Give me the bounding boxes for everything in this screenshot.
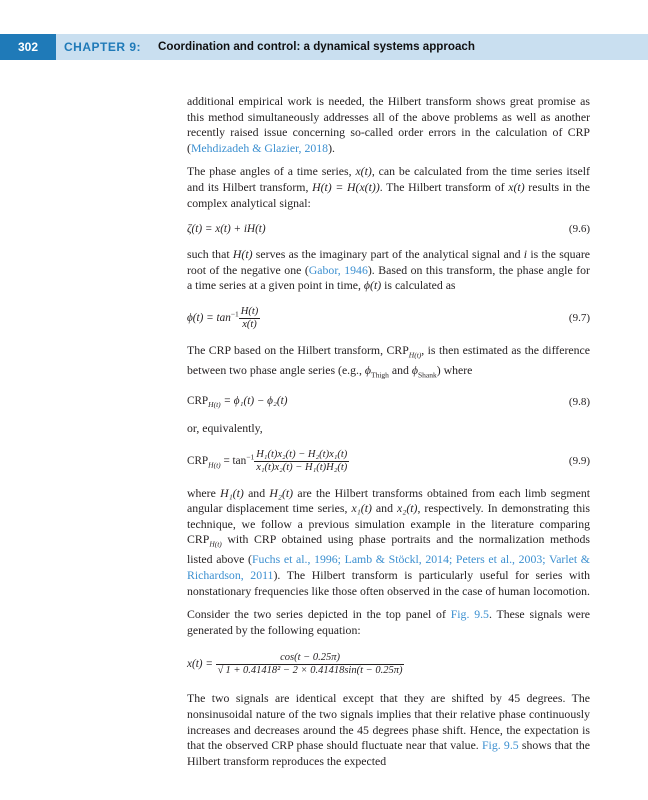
paragraph-2: The phase angles of a time series, x(t), can be calculated from the time series itself and its Hilbert transform, H(t) = H(x(t)). The Hilbert transform of x(t) results in the complex analytical signal: <box>187 164 590 210</box>
paragraph-4: The CRP based on the Hilbert transform, $CRP_{H(t)}$, is then estimated as the difference between two phase angle series (e.g., $\phi_{Thigh}$ and $\phi_{Shank}$) where <box>187 342 590 380</box>
figure-link[interactable]: Fig. 9.5 <box>482 738 519 753</box>
paragraph-6: where H₁(t) and H₂(t) are the Hilbert transforms obtained from each limb segment angular displacement time series, x₁(t) and x₂(t), respectively. In demonstrating this technique, we follow a previous simulation example in the literature comparing $CRP_{H(t)}$ with CRP obtained using phase portraits and the normalization methods listed above (Fuchs et al., 1996; Lamb & Stöckl, 2014; Peters et al., 2003; Varlet & Richardson, 2011). The Hilbert transform is particularly useful for series with nonstationary frequencies like those often observed in the case of human locomotion. <box>187 485 591 598</box>
paragraph-7: Consider the two series depicted in the top panel of Fig. 9.5. These signals were generated by the following equation: <box>187 607 590 637</box>
chapter-title: Coordination and control: a dynamical systems approach <box>158 40 475 53</box>
equation-number: (9.8) <box>568 395 590 408</box>
paragraph-3: such that H(t) serves as the imaginary part of the analytical signal and i is the square root of the negative one (Gabor, 1946). Based on this transform, the phase angle for a time series at a given point in time, ϕ(t) is calculated as <box>187 247 590 293</box>
equation-number: (9.7) <box>568 312 590 325</box>
equation-9-7: $\phi(t) = \tan^{-1}$ $\frac{H(t)}{x(t)}$ (9.7) <box>187 305 590 330</box>
paragraph-8: The two signals are identical except that they are shifted by 45 degrees. The nonsinusoidal nature of the two signals implies that their relative phase continuously increases and decreases around the 45 degrees phase shift. Hence, the expectation is that the observed CRP phase should fluctuate near that value. Fig. 9.5 shows that the Hilbert transform reproduces the expected <box>187 691 590 768</box>
equation-9-9: $CRP_{H(t)} = \tan^{-1}$ $\frac{\text{H₁(t)x₂(t) − H₂(t)x₁(t)}}{\text{x₁(t)x₂(t) − H₁(t)H₂(t)}}$ (9.9) <box>187 448 590 473</box>
chapter-label: CHAPTER 9: <box>64 40 142 54</box>
equation-signal: x(t) = $\frac{\cos(t - 0.25\pi)}{\text{√ 1 + 0.41418² − 2 × 0.41418sin(t − 0.25π)}}$ <box>187 652 403 677</box>
citation-link[interactable]: Fuchs et al., 1996; Lamb & Stöckl, 2014; Peters et al., 2003; Varlet & Richardson, 2011 <box>187 552 590 582</box>
page-number: 302 <box>0 34 56 60</box>
figure-link[interactable]: Fig. 9.5 <box>450 607 489 622</box>
equation-number: (9.6) <box>568 223 590 236</box>
equation-9-8: $CRP_{H(t)} = \phi_1(t) - \phi_2(t)$ (9.8) <box>187 394 590 410</box>
paragraph-1: additional empirical work is needed, the Hilbert transform shows great promise as this method simultaneously addresses all of the above problems as well as another recently raised issue concerning so-called order errors in the calculation of CRP (Mehdizadeh & Glazier, 2018). <box>187 94 590 155</box>
body-text <box>187 94 590 769</box>
equation-number: (9.9) <box>568 455 590 468</box>
equation-9-6: ζ(t) = x(t) + iH(t) (9.6) <box>187 223 590 236</box>
citation-link[interactable]: Mehdizadeh & Glazier, 2018 <box>190 140 329 155</box>
paragraph-5: or, equivalently, <box>187 421 263 436</box>
citation-link[interactable]: Gabor, 1946 <box>308 262 368 277</box>
